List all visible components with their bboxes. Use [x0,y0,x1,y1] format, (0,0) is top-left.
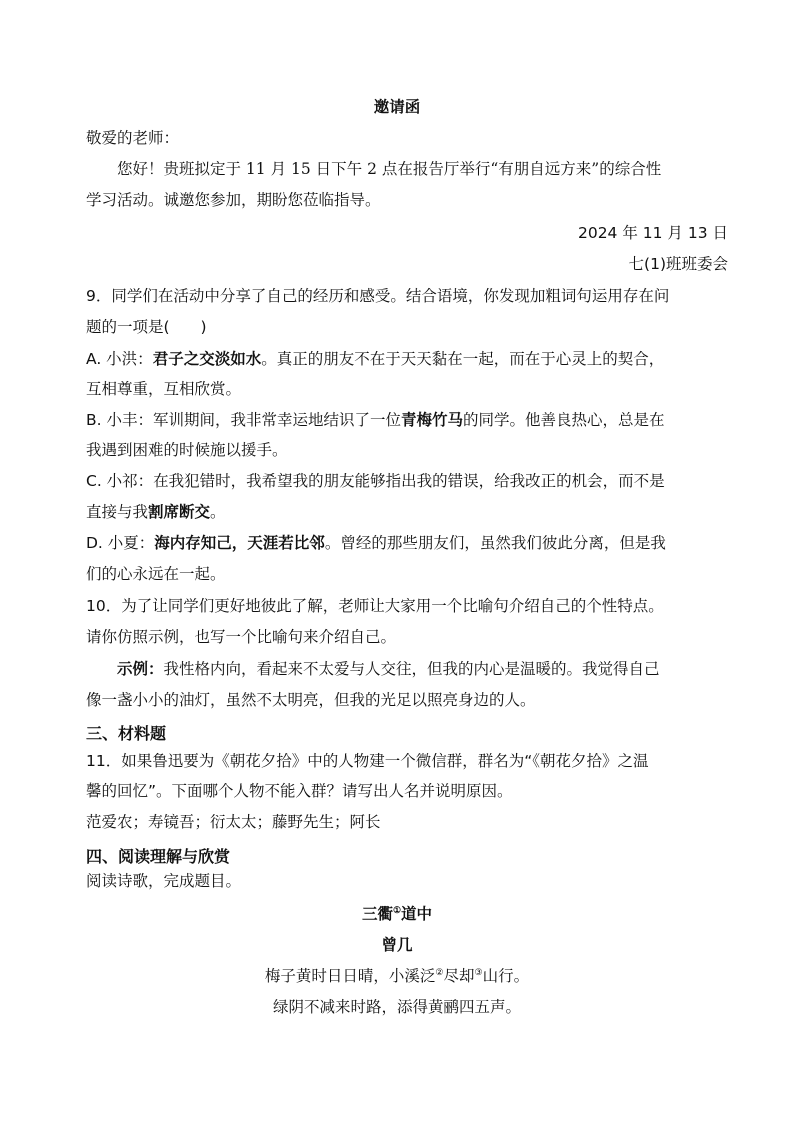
section-heading-reading: 四、阅读理解与欣赏 [86,847,231,866]
option-keyword: 海内存知己，天涯若比邻 [154,534,325,552]
option-line2-rest: 。 [210,503,226,521]
q9-option-d [86,532,666,554]
q10-stem-line2: 请你仿照示例，也写一个比喻句来介绍自己。 [86,628,397,646]
option-rest: 的同学。他善良热心，总是在 [463,411,665,429]
footnote-marker: ① [392,906,402,916]
option-keyword: 君子之交淡如水 [152,350,262,368]
invitation-salutation: 敬爱的老师： [86,129,180,147]
option-rest: 。真正的朋友不在于天天黏在一起，而在于心灵上的契合， [261,350,665,368]
reading-instruction: 阅读诗歌，完成题目。 [86,872,242,890]
invitation-signature: 七(1)班班委会 [628,255,728,273]
example-label: 示例： [117,659,164,678]
poem-author: 曾几 [381,935,413,954]
q10-stem-line1: 10．为了让同学们更好地彼此了解，老师让大家用一个比喻句介绍自己的个性特点。 [86,597,664,615]
option-keyword: 割席断交 [148,503,211,521]
q9-option-c: C. 小祁：在我犯错时，我希望我的朋友能够指出我的错误，给我改正的机会，而不是 [86,472,665,490]
section-heading-materials: 三、材料题 [86,724,167,743]
q9-stem-line1: 9．同学们在活动中分享了自己的经历和感受。结合语境，你发现加粗词句运用存在问 [86,287,670,305]
poem-line2: 绿阴不减来时路，添得黄鹂四五声。 [272,998,521,1016]
q9-option-b [86,409,665,431]
poem-line1: 梅子黄时日日晴，小溪泛②尽却③山行。 [264,967,530,985]
option-prefix: D. 小夏： [86,534,155,552]
invitation-body-line2: 学习活动。诚邀您参加，期盼您莅临指导。 [86,191,381,209]
q9-option-b-line2: 我遇到困难的时候施以援手。 [86,441,288,459]
invitation-body-line1: 您好！贵班拟定于 11 月 15 日下午 2 点在报告厅举行“有朋自远方来”的综合性 [117,160,662,178]
q9-option-c-line2 [86,501,226,523]
q11-stem-line1: 11．如果鲁迅要为《朝花夕拾》中的人物建一个微信群，群名为“《朝花夕拾》之温 [86,752,649,770]
q9-stem-line2: 题的一项是( ) [86,318,207,336]
invitation-date: 2024 年 11 月 13 日 [577,224,728,242]
example-text: 我性格内向，看起来不太爱与人交往，但我的内心是温暖的。我觉得自己 [163,660,660,678]
footnote-marker: ③ [474,968,483,978]
q11-names: 范爱农；寿镜吾；衍太太；藤野先生；阿长 [86,813,381,831]
option-prefix: A. 小洪： [86,350,153,368]
q10-example-line2: 像一盏小小的油灯，虽然不太明亮，但我的光足以照亮身边的人。 [86,691,536,709]
option-line2-prefix: 直接与我 [86,503,149,521]
q9-option-a [86,348,664,370]
option-rest: 。曾经的那些朋友们，虽然我们彼此分离，但是我 [324,534,666,552]
q9-option-d-line2: 们的心永远在一起。 [86,565,226,583]
invitation-title: 邀请函 [373,97,421,116]
option-prefix: B. 小丰：军训期间，我非常幸运地结识了一位 [86,411,401,429]
q10-example-line1 [117,658,660,680]
poem-title: 三衢①道中 [361,904,433,923]
q11-stem-line2: 馨的回忆”。下面哪个人物不能入群？请写出人名并说明原因。 [86,782,513,800]
footnote-marker: ② [435,968,444,978]
option-keyword: 青梅竹马 [401,411,464,429]
q9-option-a-line2: 互相尊重，互相欣赏。 [86,380,242,398]
